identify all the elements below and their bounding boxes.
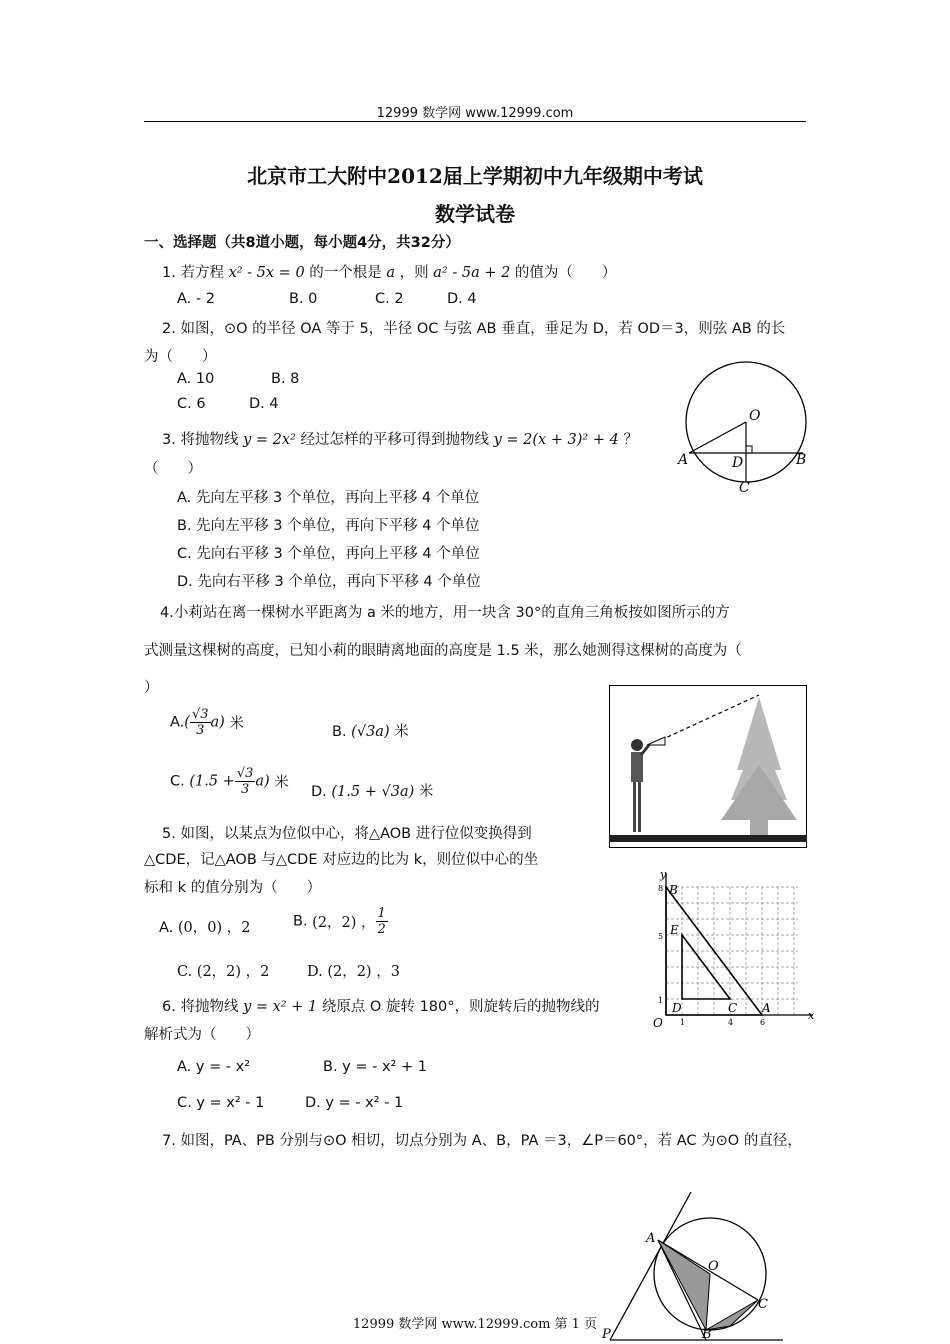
q5-opt-a-label: A. xyxy=(159,920,174,936)
right-angle-mark xyxy=(746,446,752,453)
q4-opt-d-unit: 米 xyxy=(418,784,434,800)
q1-option-d: D. 4 xyxy=(447,291,477,307)
girl-head xyxy=(631,739,643,751)
q5-option-a xyxy=(159,916,251,937)
q4-opt-d-label: D. xyxy=(311,784,327,800)
q6-text-a: 6. 将抛物线 xyxy=(162,999,239,1015)
q2-option-c: C. 6 xyxy=(177,396,206,412)
q4-opt-d-expr: (1.5 + √3a) xyxy=(331,784,415,800)
q1-expression: a² - 5a + 2 xyxy=(433,265,511,281)
label-p: P xyxy=(602,1327,611,1342)
q5-opt-b-label: B. xyxy=(293,913,308,930)
q1-text-b: 的一个根是 xyxy=(309,265,382,281)
q5-opt-a-value: (0，0) ，2 xyxy=(177,920,251,936)
question-1 xyxy=(162,261,616,282)
q6-line2: 解析式为（ ） xyxy=(144,1027,260,1043)
section-heading: 一、选择题（共8道小题，每小题4分，共32分） xyxy=(144,235,460,251)
q5-opt-b-fraction xyxy=(376,906,388,937)
page-footer: 12999 数学网 www.12999.com 第 1 页 xyxy=(352,1317,598,1332)
site-header: 12999 数学网 www.12999.com xyxy=(376,106,574,121)
label-o: O xyxy=(749,408,761,424)
label-d: D xyxy=(672,1001,682,1015)
q4-line3: ） xyxy=(144,680,159,696)
q4-opt-c-unit: 米 xyxy=(274,775,289,791)
label-c: C xyxy=(728,1001,738,1015)
grid-lines xyxy=(666,887,798,1015)
label-d: D xyxy=(732,455,744,471)
tick-y-5: 5 xyxy=(658,932,664,941)
q1-text-c: ，则 xyxy=(399,265,429,281)
label-y: y xyxy=(660,868,667,881)
q3-equation-2: y = 2(x + 3)² + 4 xyxy=(493,432,619,448)
q5-option-b xyxy=(293,906,388,937)
q5-line1: 5. 如图，以某点为位似中心，将△AOB 进行位似变换得到 xyxy=(162,826,532,842)
tree-trunk xyxy=(750,820,768,837)
q1-equation: x² - 5x = 0 xyxy=(228,265,305,281)
q1-option-b: B. 0 xyxy=(289,291,318,307)
q4-opt-a-unit: 米 xyxy=(229,716,244,732)
tick-x-4: 4 xyxy=(728,1018,734,1027)
q4-opt-c-den: 3 xyxy=(240,782,250,797)
q4-opt-a-den: 3 xyxy=(196,723,205,738)
q4-opt-b-expr: (√3a) xyxy=(351,724,390,740)
q5-option-d: D. (2，2) ，3 xyxy=(307,964,400,980)
q4-opt-b-unit: 米 xyxy=(394,724,409,740)
q4-opt-c-fraction xyxy=(235,766,256,797)
q3-paren: （ ） xyxy=(144,461,202,477)
girl-leg-right xyxy=(638,782,641,832)
q4-option-c xyxy=(170,766,289,797)
q4-opt-a-num: √3 xyxy=(191,707,209,722)
label-c: C xyxy=(739,480,750,496)
q6-option-b: B. y = - x² + 1 xyxy=(323,1059,427,1075)
q2-line2: 为（ ） xyxy=(144,349,217,365)
grid-figure xyxy=(648,867,820,1033)
q5-opt-b-den: 2 xyxy=(377,922,386,937)
q1-text-d: 的值为（ ） xyxy=(514,265,617,281)
q4-option-a: A.( $\frac{√3}{3}$ a) 米 xyxy=(170,707,244,738)
q4-line2: 式测量这棵树的高度，已知小莉的眼睛离地面的高度是 1.5 米，那么她测得这棵树的高度为（ xyxy=(144,643,742,659)
label-o: O xyxy=(653,1016,663,1030)
q2-line1: 2. 如图，⊙O 的半径 OA 等于 5，半径 OC 与弦 AB 垂直，垂足为 D，若 OD＝3，则弦 AB 的长 xyxy=(162,321,786,337)
tick-x-6: 6 xyxy=(760,1018,766,1027)
q4-option-b xyxy=(332,720,409,741)
q6-text-b: 绕原点 O 旋转 180°，则旋转后的抛物线的 xyxy=(321,999,600,1015)
q3-text-a: 3. 将抛物线 xyxy=(162,432,239,448)
q3-equation-1: y = 2x² xyxy=(243,432,296,448)
q4-option-d xyxy=(311,780,433,801)
q3-option-a: A. 先向左平移 3 个单位，再向上平移 4 个单位 xyxy=(177,490,480,506)
q4-opt-a-label: A. xyxy=(170,714,185,731)
tree-figure xyxy=(609,685,807,848)
q5-option-c: C. (2，2) ，2 xyxy=(177,964,270,980)
label-x: x xyxy=(808,1009,815,1022)
header-rule xyxy=(144,121,806,122)
label-a: A xyxy=(678,452,689,468)
q7-line1: 7. 如图，PA、PB 分别与⊙O 相切，切点分别为 A、B，PA ＝3，∠P＝60°，若 AC 为⊙O 的直径， xyxy=(162,1133,802,1149)
q5-opt-b-value: (2，2) ， xyxy=(312,915,376,931)
q1-option-a: A. ‐ 2 xyxy=(177,291,215,307)
q2-option-d: D. 4 xyxy=(249,396,279,412)
q3-text-c: ？ xyxy=(623,432,638,448)
q4-opt-c-num: √3 xyxy=(236,766,254,781)
radius-oa xyxy=(689,422,746,453)
question-6 xyxy=(162,995,600,1016)
q5-line3: 标和 k 的值分别为（ ） xyxy=(144,880,322,896)
q2-option-b: B. 8 xyxy=(271,371,300,387)
label-o: O xyxy=(708,1259,719,1274)
q4-opt-c-label: C. xyxy=(170,773,185,790)
tick-x-1: 1 xyxy=(680,1018,686,1027)
ground xyxy=(609,835,807,842)
q1-text-a: 1. 若方程 xyxy=(162,265,224,281)
q1-var: a xyxy=(386,265,396,281)
q4-opt-b-label: B. xyxy=(332,724,347,740)
circle-figure xyxy=(676,350,816,500)
label-a: A xyxy=(762,1001,771,1015)
q3-option-c: C. 先向右平移 3 个单位，再向上平移 4 个单位 xyxy=(177,546,480,562)
label-a: A xyxy=(646,1231,656,1246)
q4-line1: 4.小莉站在离一棵树水平距离为 a 米的地方，用一块含 30°的直角三角板按如图所示的方 xyxy=(160,605,730,621)
label-e: E xyxy=(670,923,679,937)
label-b: B xyxy=(669,883,678,897)
q4-opt-c-post: a) xyxy=(255,773,270,790)
q6-option-d: D. y = - x² - 1 xyxy=(305,1095,404,1111)
q4-opt-a-fraction xyxy=(190,707,211,738)
label-b: B xyxy=(702,1327,712,1342)
tick-y-8: 8 xyxy=(658,884,664,893)
q3-text-b: 经过怎样的平移可得到抛物线 xyxy=(300,432,489,448)
question-3 xyxy=(162,428,638,449)
q4-opt-c-pre: (1.5 + xyxy=(189,773,235,790)
q3-option-d: D. 先向右平移 3 个单位，再向下平移 4 个单位 xyxy=(177,574,481,590)
q4-opt-a-var: a xyxy=(210,714,220,731)
q5-opt-b-num: 1 xyxy=(377,906,386,921)
q3-option-b: B. 先向左平移 3 个单位，再向下平移 4 个单位 xyxy=(177,518,480,534)
girl-leg-left xyxy=(633,782,636,832)
label-c: C xyxy=(758,1297,768,1312)
q6-equation: y = x² + 1 xyxy=(243,999,318,1015)
q1-option-c: C. 2 xyxy=(375,291,404,307)
q6-option-a: A. y = - x² xyxy=(177,1059,251,1075)
exam-subtitle: 数学试卷 xyxy=(435,202,515,226)
label-b: B xyxy=(796,452,807,468)
exam-title: 北京市工大附中2012届上学期初中九年级期中考试 xyxy=(247,164,703,188)
q2-option-a: A. 10 xyxy=(177,371,215,387)
tick-y-1: 1 xyxy=(658,996,664,1005)
q5-line2: △CDE，记△AOB 与△CDE 对应边的比为 k，则位似中心的坐 xyxy=(144,852,539,868)
q6-option-c: C. y = x² - 1 xyxy=(177,1095,265,1111)
girl-body xyxy=(631,752,643,782)
